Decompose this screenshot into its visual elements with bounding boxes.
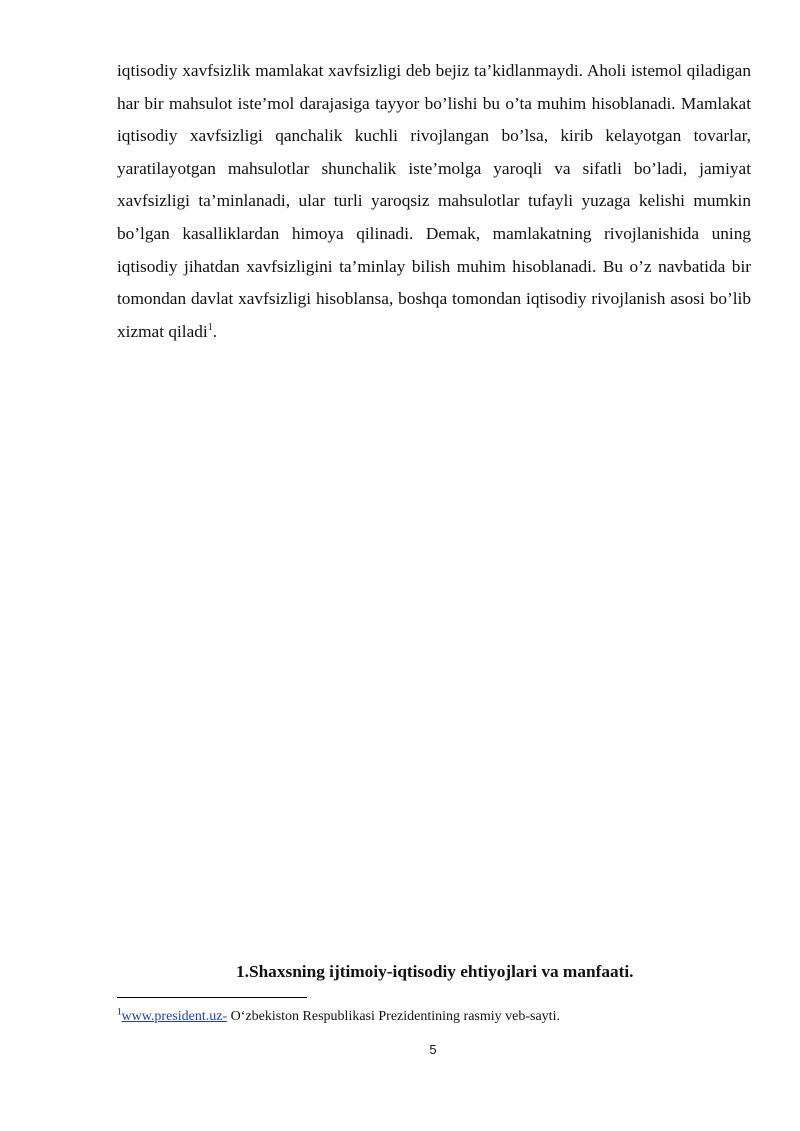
footnote-text: O‘zbekiston Respublikasi Prezidentining rasmiy veb-sayti. xyxy=(227,1009,560,1024)
footnote-marker: 1 xyxy=(117,1006,122,1017)
footnote-reference[interactable]: 1 xyxy=(207,321,213,333)
body-paragraph-end: . xyxy=(212,321,218,341)
footnote xyxy=(117,1007,757,1027)
page-number: 5 xyxy=(429,1042,437,1057)
footnote-separator xyxy=(117,997,307,998)
section-heading: 1.Shaxsning ijtimoiy-iqtisodiy ehtiyojlari va manfaati. xyxy=(236,962,634,981)
body-paragraph xyxy=(117,55,751,348)
body-paragraph-text: iqtisodiy xavfsizlik mamlakat xavfsizligi deb bejiz ta’kidlanmaydi. Aholi istemol qiladigan har bir mahsulot iste’mol darajasiga tayyor bo’lishi bu o’ta muhim hisoblanadi. Mamlakat iqtisodiy xavfsizligi qanchalik kuchli rivojlangan bo’lsa, kirib kelayotgan tovarlar, yaratilayotgan mahsulotlar shunchalik iste’molga yaroqli va sifatli bo’ladi, jamiyat xavfsizligi ta’minlanadi, ular turli yaroqsiz mahsulotlar tufayli yuzaga kelishi mumkin bo’lgan kasalliklardan himoya qilinadi. Demak, mamlakatning rivojlanishida uning iqtisodiy jihatdan xavfsizligini ta’minlay bilish muhim hisoblanadi. Bu o’z navbatida bir tomondan davlat xavfsizligi hisoblansa, boshqa tomondan iqtisodiy rivojlanish asosi bo’lib xizmat qiladi xyxy=(117,61,751,341)
footnote-link[interactable]: www.president.uz- xyxy=(121,1009,228,1024)
